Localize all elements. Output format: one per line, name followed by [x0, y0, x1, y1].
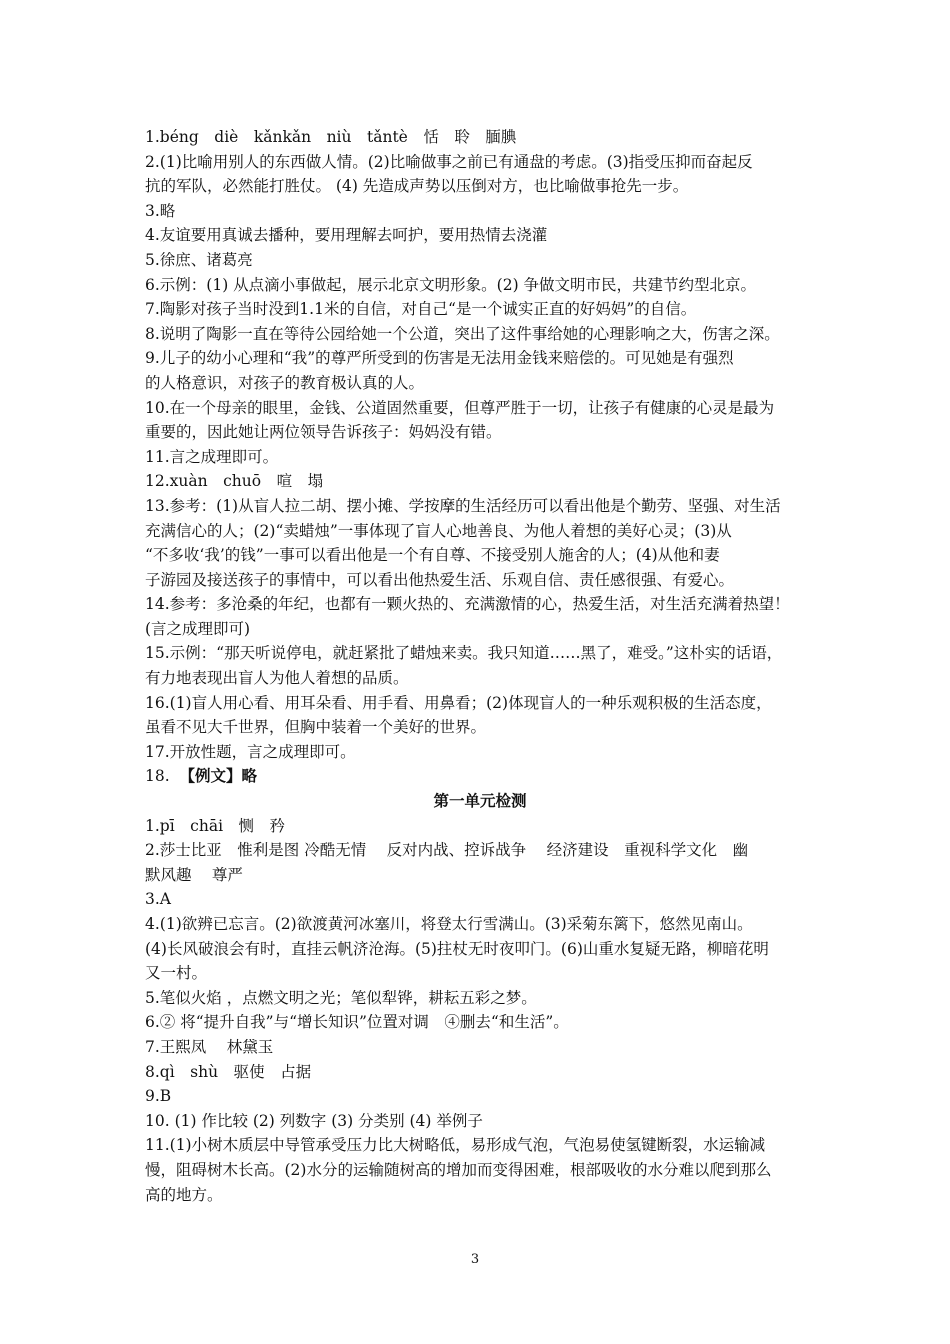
item-18-label: 【例文】略 [179, 766, 258, 786]
text-line: 虽看不见大千世界，但胸中装着一个美好的世界。 [145, 718, 487, 737]
text-line: “不多收‘我’的钱”一事可以看出他是一个有自尊、不接受别人施舍的人；(4)从他和妻 [145, 546, 720, 565]
text-line: 子游园及接送孩子的事情中，可以看出他热爱生活、乐观自信、责任感很强、有爱心。 [145, 570, 735, 589]
text-line: 2.莎士比亚 惟利是图 冷酷无情 反对内战、控诉战争 经济建设 重视科学文化 幽 [145, 841, 749, 860]
text-line: 2.(1)比喻用别人的东西做人情。(2)比喻做事之前已有通盘的考虑。(3)指受压抑而奋起反 [145, 152, 753, 171]
text-line: 1.béng diè kǎnkǎn niù tǎntè 恬 聆 腼腆 [145, 128, 517, 146]
text-line: 11.言之成理即可。 [145, 447, 279, 466]
text-line: 8.说明了陶影一直在等待公园给她一个公道，突出了这件事给她的心理影响之大，伤害之深。 [145, 324, 780, 343]
page-content [145, 125, 815, 1207]
text-line: 4.(1)欲辨已忘言。(2)欲渡黄河冰塞川，将登太行雪满山。(3)采菊东篱下，悠然见南山。 [145, 915, 753, 933]
text-line: 9.B [145, 1087, 172, 1106]
text-line: 7.王熙凤 林黛玉 [145, 1037, 274, 1056]
text-line: 重要的，因此她让两位领导告诉孩子：妈妈没有错。 [145, 423, 502, 442]
text-line: 6.示例：(1) 从点滴小事做起，展示北京文明形象。(2) 争做文明市民，共建节约型北京。 [145, 275, 757, 294]
text-line: 又一村。 [145, 964, 208, 983]
text-line: 15.示例：“那天听说停电，就赶紧批了蜡烛来卖。我只知道……黑了，难受。”这朴实的话语， [145, 644, 783, 663]
text-line: 6.② 将“提升自我”与“增长知识”位置对调 ④删去“和生活”。 [145, 1013, 569, 1032]
item-18-line [145, 764, 815, 789]
text-line: 3.略 [145, 201, 176, 220]
section-title: 第一单元检测 [433, 791, 527, 811]
text-line: 的人格意识，对孩子的教育极认真的人。 [145, 373, 425, 392]
text-line: 4.友谊要用真诚去播种，要用理解去呵护，要用热情去浇灌 [145, 226, 548, 245]
text-line: 16.(1)盲人用心看、用耳朵看、用手看、用鼻看；(2)体现盲人的一种乐观积极的生活态度， [145, 693, 772, 712]
text-line: 7.陶影对孩子当时没到1.1米的自信，对自己“是一个诚实正直的好妈妈”的自信。 [145, 300, 697, 319]
text-line: 高的地方。 [145, 1185, 223, 1204]
text-line: 默风趣 尊严 [145, 865, 243, 884]
text-line: 3.A [145, 890, 171, 909]
text-line: 抗的军队，必然能打胜仗。 (4) 先造成声势以压倒对方，也比喻做事抢先一步。 [145, 177, 689, 196]
text-line: 10. (1) 作比较 (2) 列数字 (3) 分类别 (4) 举例子 [145, 1111, 483, 1130]
text-line: 13.参考：(1)从盲人拉二胡、摆小摊、学按摩的生活经历可以看出他是个勤劳、坚强、对生活 [145, 496, 781, 515]
page-number: 3 [470, 1252, 480, 1267]
text-line: 10.在一个母亲的眼里，金钱、公道固然重要，但尊严胜于一切，让孩子有健康的心灵是最为 [145, 398, 775, 417]
text-line: 9.儿子的幼小心理和“我”的尊严所受到的伤害是无法用金钱来赔偿的。可见她是有强烈 [145, 349, 734, 368]
text-line: 有力地表现出盲人为他人着想的品质。 [145, 669, 409, 688]
text-line: 8.qì shù 驱使 占据 [145, 1062, 312, 1081]
item-18-number: 18. [145, 767, 170, 786]
answers-section-1 [145, 125, 815, 789]
text-line: 1.pī chāi 恻 矜 [145, 816, 286, 835]
text-line: 11.(1)小树木质层中导管承受压力比大树略低，易形成气泡，气泡易使氢键断裂，水运输减 [145, 1136, 766, 1155]
text-line: 5.徐庶、诸葛亮 [145, 250, 253, 269]
text-line: 14.参考：多沧桑的年纪，也都有一颗火热的、充满激情的心，热爱生活，对生活充满着热望！ [145, 595, 790, 614]
text-line: 慢，阻碍树木长高。(2)水分的运输随树高的增加而变得困难，根部吸收的水分难以爬到那么 [145, 1160, 772, 1179]
text-line: 充满信心的人；(2)“卖蜡烛”一事体现了盲人心地善良、为他人着想的美好心灵；(3)从 [145, 521, 732, 540]
text-line: 12.xuàn chuō 喧 塌 [145, 472, 324, 491]
text-line: (4)长风破浪会有时，直挂云帆济沧海。(5)拄杖无时夜叩门。(6)山重水复疑无路，柳暗花明 [145, 939, 769, 958]
answers-section-2 [145, 814, 815, 1208]
text-line: 17.开放性题，言之成理即可。 [145, 742, 356, 761]
text-line: 5.笔似火焰 ，点燃文明之光；笔似犁铧，耕耘五彩之梦。 [145, 988, 537, 1007]
text-line: (言之成理即可) [145, 619, 251, 638]
